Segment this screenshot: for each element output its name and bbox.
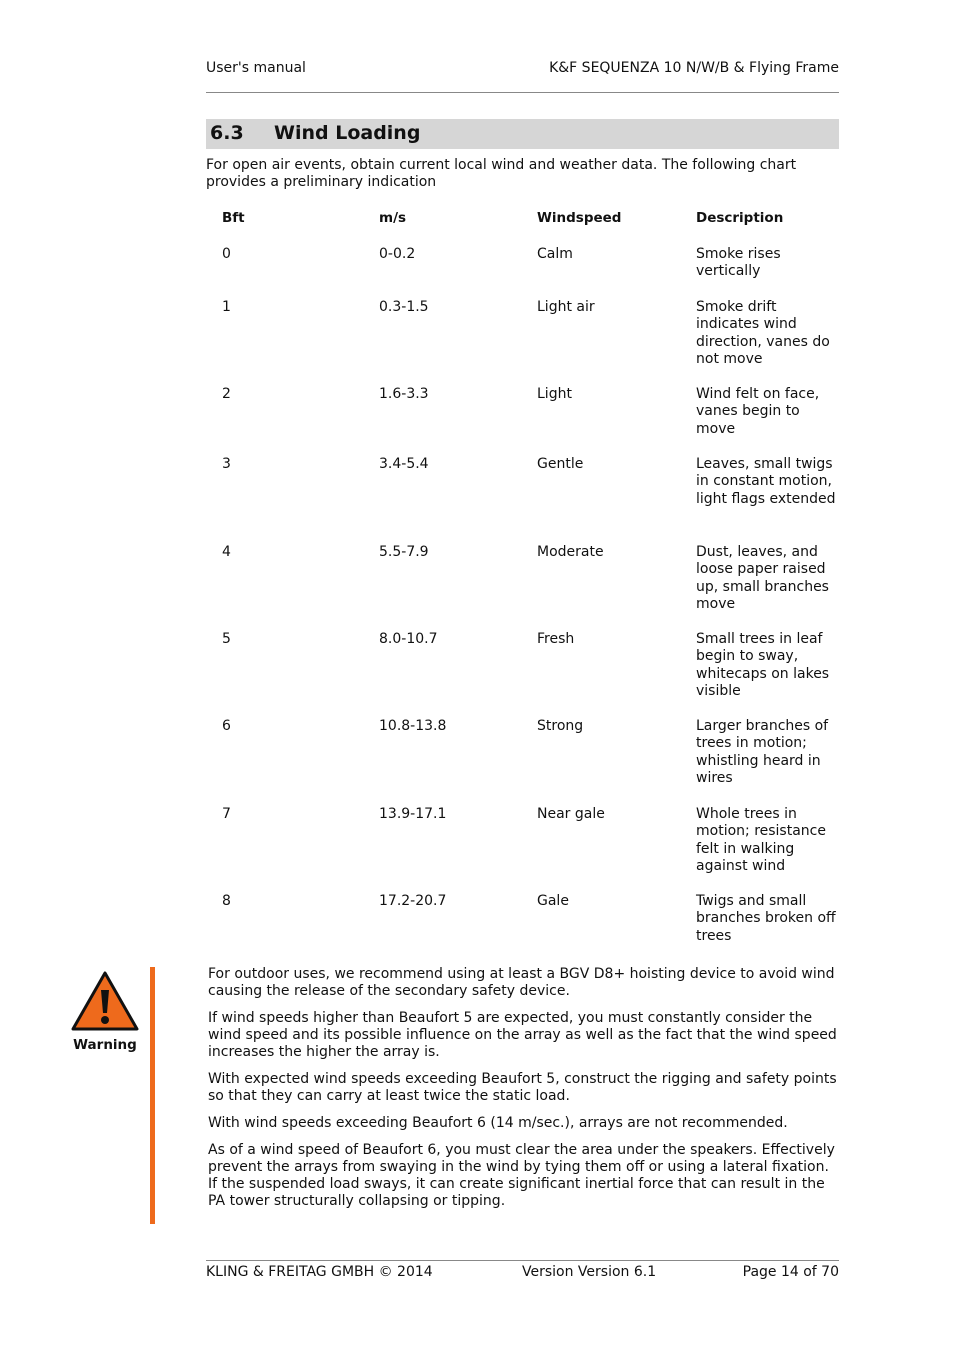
cell-windspeed: Calm <box>537 246 573 262</box>
warning-paragraph: For outdoor uses, we recommend using at least a BGV D8+ hoisting device to avoid wind causing the release of the secondary safety device. <box>208 966 835 999</box>
warning-notes <box>208 966 840 1220</box>
cell-bft: 3 <box>222 456 231 472</box>
cell-ms: 5.5-7.9 <box>379 544 429 560</box>
warning-paragraph: As of a wind speed of Beaufort 6, you must clear the area under the speakers. Effectively prevent the arrays from swaying in the wind by tying them off or using a lateral fixation. If the suspended load sways, it can create significant inertial force that can result in the PA tower structurally collapsing or tipping. <box>208 1142 835 1209</box>
cell-bft: 0 <box>222 246 231 262</box>
cell-ms: 8.0-10.7 <box>379 631 438 647</box>
cell-description: Smoke drift indicates wind direction, vanes do not move <box>696 299 830 368</box>
cell-bft: 7 <box>222 806 231 822</box>
cell-description: Dust, leaves, and loose paper raised up, small branches move <box>696 544 829 613</box>
cell-description: Twigs and small branches broken off trees <box>696 893 836 944</box>
warning-paragraph: If wind speeds higher than Beaufort 5 are expected, you must constantly consider the wind speed and its possible influence on the array as well as the fact that the wind speed increases the higher the array is. <box>208 1010 837 1060</box>
warning-accent-bar <box>150 967 155 1224</box>
footer-page-number: Page 14 of 70 <box>742 1264 839 1280</box>
cell-ms: 0.3-1.5 <box>379 299 429 315</box>
cell-ms: 0-0.2 <box>379 246 416 262</box>
header-left-text: User's manual <box>206 60 306 76</box>
cell-ms: 10.8-13.8 <box>379 718 447 734</box>
cell-ms: 1.6-3.3 <box>379 386 429 402</box>
column-header-ms: m/s <box>379 210 407 226</box>
warning-triangle-icon <box>70 970 140 1036</box>
cell-bft: 6 <box>222 718 231 734</box>
intro-paragraph: For open air events, obtain current local wind and weather data. The following chart provides a preliminary indication <box>206 157 797 190</box>
cell-bft: 2 <box>222 386 231 402</box>
cell-windspeed: Near gale <box>537 806 605 822</box>
cell-description: Leaves, small twigs in constant motion, light flags extended <box>696 456 836 507</box>
cell-windspeed: Fresh <box>537 631 575 647</box>
cell-ms: 3.4-5.4 <box>379 456 429 472</box>
page-footer <box>206 1264 839 1284</box>
cell-bft: 5 <box>222 631 231 647</box>
cell-description: Whole trees in motion; resistance felt in walking against wind <box>696 806 826 875</box>
footer-divider <box>206 1260 839 1261</box>
column-header-bft: Bft <box>222 210 245 226</box>
cell-bft: 8 <box>222 893 231 909</box>
cell-description: Larger branches of trees in motion; whistling heard in wires <box>696 718 829 787</box>
column-header-description: Description <box>696 210 784 226</box>
footer-copyright: KLING & FREITAG GMBH © 2014 <box>206 1264 433 1280</box>
footer-version: Version Version 6.1 <box>522 1264 657 1280</box>
header-divider <box>206 92 839 93</box>
cell-windspeed: Strong <box>537 718 584 734</box>
cell-description: Small trees in leaf begin to sway, whitecaps on lakes visible <box>696 631 830 700</box>
warning-paragraph: With wind speeds exceeding Beaufort 6 (14 m/sec.), arrays are not recommended. <box>208 1115 788 1131</box>
cell-windspeed: Light air <box>537 299 595 315</box>
section-heading <box>206 119 839 149</box>
cell-description: Wind felt on face, vanes begin to move <box>696 386 820 437</box>
cell-bft: 4 <box>222 544 231 560</box>
cell-description: Smoke rises vertically <box>696 246 781 280</box>
cell-ms: 17.2-20.7 <box>379 893 447 909</box>
section-title: Wind Loading <box>274 122 421 144</box>
cell-windspeed: Light <box>537 386 572 402</box>
cell-windspeed: Gentle <box>537 456 584 472</box>
cell-bft: 1 <box>222 299 231 315</box>
warning-label: Warning <box>73 1037 137 1053</box>
section-number: 6.3 <box>210 122 244 144</box>
cell-windspeed: Moderate <box>537 544 604 560</box>
warning-paragraph: With expected wind speeds exceeding Beaufort 5, construct the rigging and safety points so that they can carry at least twice the static load. <box>208 1071 837 1104</box>
page-header <box>206 60 839 80</box>
cell-ms: 13.9-17.1 <box>379 806 447 822</box>
header-right-text: K&F SEQUENZA 10 N/W/B & Flying Frame <box>549 60 839 76</box>
cell-windspeed: Gale <box>537 893 569 909</box>
column-header-windspeed: Windspeed <box>537 210 622 226</box>
